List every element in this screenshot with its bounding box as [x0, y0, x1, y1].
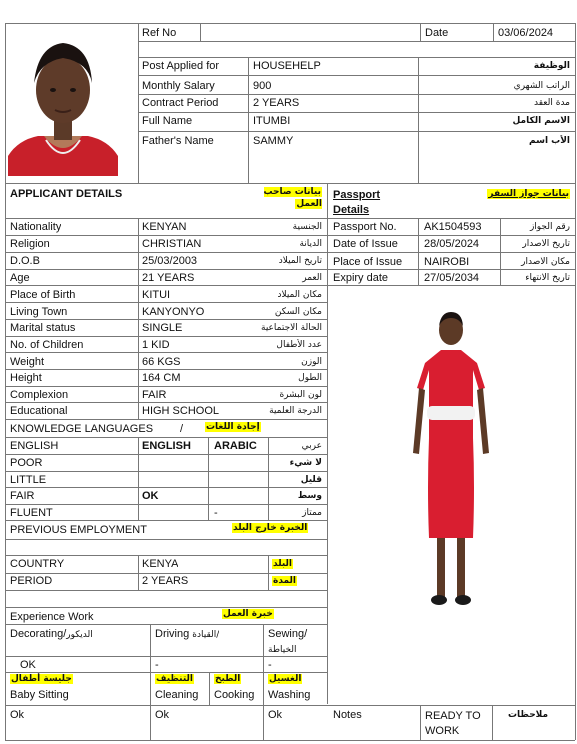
marital-value: SINGLE — [142, 322, 183, 334]
period-ar: المدة — [273, 576, 297, 586]
grid — [5, 624, 327, 625]
grid — [5, 386, 327, 387]
lang-col-label: ENGLISH — [10, 440, 59, 452]
issue-date-value: 28/05/2024 — [424, 238, 480, 250]
grid — [492, 705, 493, 740]
religion-value: CHRISTIAN — [142, 238, 202, 250]
country-value: KENYA — [142, 558, 179, 570]
notes-ar: ملاحظات — [508, 710, 549, 720]
father-value: SAMMY — [253, 135, 294, 147]
grid — [418, 57, 419, 183]
children-label: No. of Children — [10, 339, 84, 351]
languages-slash: / — [180, 423, 184, 435]
grid — [493, 23, 494, 41]
expiry-label: Expiry date — [333, 272, 389, 284]
ref-field[interactable] — [202, 25, 419, 40]
birthplace-value: KITUI — [142, 289, 171, 301]
post-ar: الوظيفة — [533, 61, 570, 71]
grid — [5, 504, 327, 505]
issue-date-label: Date of Issue — [333, 238, 398, 250]
children-ar: عدد الأطفال — [276, 340, 322, 350]
education-ar: الدرجة العلمية — [269, 406, 322, 416]
birthplace-ar: مكان الميلاد — [277, 290, 322, 300]
level-fair-english: OK — [142, 490, 159, 502]
applicant-title: APPLICANT DETAILS — [10, 188, 123, 200]
age-label: Age — [10, 272, 30, 284]
grid — [263, 624, 264, 740]
grid — [248, 57, 249, 183]
grid — [5, 437, 327, 438]
age-value: 21 YEARS — [142, 272, 195, 284]
languages-title: KNOWLEDGE LANGUAGES — [10, 423, 154, 435]
dob-label: D.O.B — [10, 255, 40, 267]
grid — [5, 218, 575, 219]
dob-value: 25/03/2003 — [142, 255, 198, 267]
employment-title: PREVIOUS EMPLOYMENT — [10, 524, 147, 536]
full-body-photo — [405, 308, 497, 608]
grid — [138, 41, 575, 42]
driving-label: Driving القيادة/ — [155, 628, 220, 640]
level-fluent: FLUENT — [10, 507, 53, 519]
religion-ar: الديانة — [299, 239, 322, 249]
level-little-ar: قليل — [300, 475, 322, 485]
salary-label: Monthly Salary — [142, 80, 215, 92]
education-label: Educational — [10, 405, 68, 417]
cleaning-label: Cleaning — [155, 689, 199, 701]
frame-bottom — [5, 740, 575, 741]
grid — [138, 23, 139, 183]
washing-ar: الغسيل — [269, 674, 302, 684]
grid — [420, 23, 421, 41]
grid — [5, 705, 575, 706]
cleaning-value: Ok — [155, 709, 170, 721]
grid — [327, 285, 328, 704]
passport-no-ar: رقم الجواز — [529, 222, 570, 232]
issue-place-value: NAIROBI — [424, 256, 470, 268]
grid — [200, 23, 201, 41]
marital-label: Marital status — [10, 322, 76, 334]
decorating-label: Decorating/الديكور — [10, 628, 93, 640]
dob-ar: تاريخ الميلاد — [278, 256, 322, 266]
grid — [268, 437, 269, 520]
religion-label: Religion — [10, 238, 50, 250]
grid — [5, 520, 327, 521]
contract-ar: مدة العقد — [534, 98, 570, 108]
grid — [138, 94, 575, 95]
level-poor-ar: لا شيء — [289, 458, 322, 468]
employment-title-ar: الخبرة خارج البلد — [233, 523, 308, 533]
grid — [5, 539, 327, 540]
height-label: Height — [10, 372, 42, 384]
complexion-ar: لون البشرة — [279, 390, 322, 400]
father-label: Father's Name — [142, 135, 214, 147]
post-label: Post Applied for — [142, 60, 220, 72]
children-value: 1 KID — [142, 339, 170, 351]
grid — [5, 352, 327, 353]
contract-value: 2 YEARS — [253, 97, 300, 109]
salary-value: 900 — [253, 80, 272, 92]
grid — [138, 75, 575, 76]
grid — [208, 437, 209, 520]
passport-title-ar: بيانات جواز السفر — [488, 189, 569, 199]
marital-ar: الحالة الاجتماعية — [261, 323, 322, 333]
applicant-title-ar: بيانات صاحب العمل — [263, 187, 322, 209]
grid — [5, 402, 327, 403]
grid — [138, 555, 139, 590]
town-ar: مكان السكن — [274, 307, 322, 317]
cooking-ar: الطبخ — [215, 674, 241, 684]
period-value: 2 YEARS — [142, 575, 189, 587]
fullname-value: ITUMBI — [253, 115, 291, 127]
contract-label: Contract Period — [142, 97, 219, 109]
country-label: COUNTRY — [10, 558, 65, 570]
father-ar: الأب اسم — [529, 136, 570, 146]
grid — [5, 419, 327, 420]
ref-label: Ref No — [142, 27, 177, 39]
grid — [5, 252, 575, 253]
notes-label: Notes — [333, 709, 362, 721]
passport-no-value: AK1504593 — [424, 221, 482, 233]
babysitting-ar: جليسة أطفال — [11, 674, 72, 684]
issue-place-label: Place of Issue — [333, 256, 403, 268]
grid — [5, 183, 575, 184]
grid — [5, 269, 575, 270]
grid — [5, 487, 327, 488]
post-value: HOUSEHELP — [253, 60, 321, 72]
complexion-label: Complexion — [10, 389, 69, 401]
expiry-value: 27/05/2034 — [424, 272, 480, 284]
complexion-value: FAIR — [142, 389, 167, 401]
grid — [138, 57, 575, 58]
sewing-label: Sewing/ الخياطة — [268, 628, 308, 655]
weight-value: 66 KGS — [142, 356, 181, 368]
period-label: PERIOD — [10, 575, 53, 587]
lang-col-ar: عربي — [301, 441, 322, 451]
education-value: HIGH SCHOOL — [142, 405, 220, 417]
sewing-value: - — [268, 659, 272, 671]
grid — [5, 285, 575, 286]
grid — [268, 555, 269, 590]
grid — [420, 705, 421, 740]
frame-right — [575, 23, 576, 740]
grid — [150, 624, 151, 740]
languages-title-ar: إجادة اللغات — [206, 422, 260, 432]
birthplace-label: Place of Birth — [10, 289, 76, 301]
age-ar: العمر — [302, 273, 322, 283]
notes-value: READY TO WORK — [425, 710, 481, 737]
lang-col-english: ENGLISH — [142, 440, 191, 452]
cooking-label: Cooking — [214, 689, 255, 701]
height-value: 164 CM — [142, 372, 181, 384]
nationality-ar: الجنسية — [292, 222, 322, 232]
grid — [5, 336, 327, 337]
grid — [5, 454, 327, 455]
grid — [138, 437, 139, 520]
date-label: Date — [425, 27, 449, 39]
level-fair-ar: وسط — [297, 491, 322, 501]
cleaning-ar: التنظيف — [156, 674, 193, 684]
passport-title: Passport Details — [333, 189, 381, 216]
grid — [5, 235, 575, 236]
town-value: KANYONYO — [142, 306, 205, 318]
passport-no-label: Passport No. — [333, 221, 397, 233]
fullname-ar: الاسم الكامل — [512, 116, 570, 126]
grid — [5, 471, 327, 472]
portrait-photo — [8, 28, 118, 176]
expiry-ar: تاريخ الانتهاء — [525, 273, 570, 283]
driving-value: - — [155, 659, 159, 671]
level-fair: FAIR — [10, 490, 35, 502]
grid — [5, 369, 327, 370]
frame-left — [5, 23, 6, 740]
nationality-value: KENYAN — [142, 221, 187, 233]
babysitting-value: Ok — [10, 709, 25, 721]
frame-top — [5, 23, 575, 24]
grid — [5, 302, 327, 303]
weight-label: Weight — [10, 356, 45, 368]
grid — [5, 607, 327, 608]
issue-date-ar: تاريخ الاصدار — [522, 239, 570, 249]
fullname-label: Full Name — [142, 115, 193, 127]
country-ar: البلد — [273, 559, 293, 569]
experience-title: Experience Work — [10, 611, 94, 623]
level-poor: POOR — [10, 457, 43, 469]
babysitting-label: Baby Sitting — [10, 689, 69, 701]
town-label: Living Town — [10, 306, 68, 318]
experience-title-ar: خبرة العمل — [223, 609, 273, 619]
decorating-value: OK — [20, 659, 36, 671]
grid — [138, 218, 139, 419]
level-little: LITTLE — [10, 474, 47, 486]
level-fluent-arabic: - — [214, 507, 218, 519]
issue-place-ar: مكان الاصدار — [521, 257, 570, 267]
grid — [5, 573, 327, 574]
grid — [209, 672, 210, 705]
level-fluent-ar: ممتاز — [302, 508, 322, 518]
weight-ar: الوزن — [301, 357, 322, 367]
washing-value: Ok — [268, 709, 283, 721]
grid — [5, 555, 327, 556]
grid — [5, 590, 327, 591]
grid — [138, 112, 575, 113]
grid — [138, 131, 575, 132]
date-value: 03/06/2024 — [498, 27, 554, 39]
washing-label: Washing — [268, 689, 311, 701]
lang-col-arabic: ARABIC — [214, 440, 257, 452]
nationality-label: Nationality — [10, 221, 62, 233]
height-ar: الطول — [298, 373, 322, 383]
grid — [5, 319, 327, 320]
salary-ar: الراتب الشهري — [513, 81, 570, 91]
